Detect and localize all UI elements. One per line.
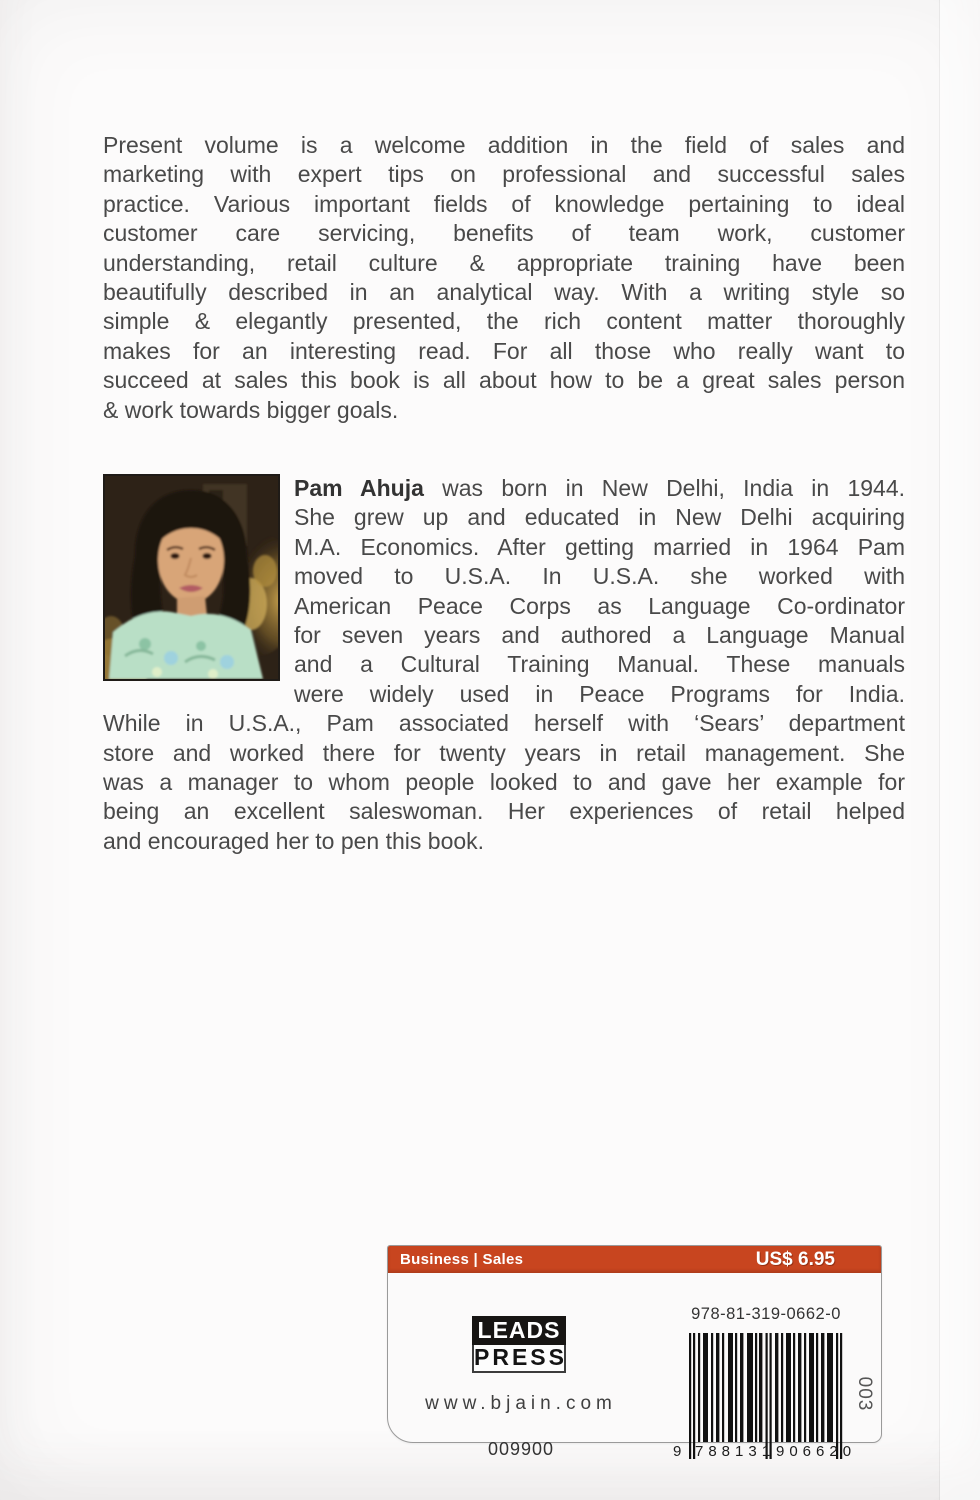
text-line: succeed at sales this book is all about how to be a great sales person	[103, 367, 905, 394]
text-line: She grew up and educated in New Delhi acquiring	[294, 504, 905, 531]
text-line: simple & elegantly presented, the rich content matter thoroughly	[103, 308, 905, 335]
label-body	[388, 1273, 881, 1460]
text-line: was a manager to whom people looked to and gave her example for	[103, 769, 905, 796]
text-line: marketing with expert tips on professional and successful sales	[103, 161, 905, 188]
author-portrait-illustration	[105, 476, 278, 679]
publisher-logo	[472, 1316, 566, 1373]
publisher-logo-press: PRESS	[472, 1345, 566, 1373]
text-line: moved to U.S.A. In U.S.A. she worked with	[294, 563, 905, 590]
barcode-digits-right: 906620	[776, 1443, 857, 1460]
text-line: While in U.S.A., Pam associated herself with ‘Sears’ department	[103, 710, 905, 737]
barcode-digits-left: 788131	[695, 1443, 776, 1460]
author-photo	[103, 474, 280, 681]
text-line: M.A. Economics. After getting married in 1964 Pam	[294, 533, 905, 560]
synopsis-paragraph	[103, 131, 905, 425]
category-price-bar	[388, 1246, 881, 1273]
text-line: American Peace Corps as Language Co-ordinator	[294, 592, 905, 619]
text-line: beautifully described in an analytical way. With a writing style so	[103, 279, 905, 306]
text-line: and a Cultural Training Manual. These manuals	[294, 651, 905, 678]
barcode-digits	[673, 1443, 857, 1463]
text-line: & work towards bigger goals.	[103, 396, 399, 423]
text-line: understanding, retail culture & appropriate training have been	[103, 249, 905, 276]
text-line: were widely used in Peace Programs for India.	[294, 680, 905, 707]
text-line: and encouraged her to pen this book.	[103, 827, 485, 854]
category-label: Business | Sales	[400, 1251, 524, 1268]
isbn-text: 978-81-319-0662-0	[691, 1305, 841, 1323]
text-line: for seven years and authored a Language Manual	[294, 622, 905, 649]
text-line: Present volume is a welcome addition in the field of sales and	[103, 132, 905, 158]
text-line: store and worked there for twenty years in retail management. She	[103, 739, 905, 766]
barcode	[673, 1330, 857, 1463]
text-line: practice. Various important fields of knowledge pertaining to ideal	[103, 190, 905, 217]
barcode-digit-first: 9	[673, 1443, 682, 1460]
product-code: 009900	[487, 1439, 555, 1459]
text-line: Pam Ahuja was born in New Delhi, India in 1944.	[294, 475, 905, 501]
text-line: being an excellent saleswoman. Her experiences of retail helped	[103, 798, 905, 825]
author-section	[103, 474, 905, 856]
book-edge-strip	[940, 0, 980, 1500]
text-line: customer care servicing, benefits of team work, customer	[103, 220, 905, 247]
text-line: makes for an interesting read. For all those who really want to	[103, 337, 905, 364]
side-number: 003	[854, 1376, 875, 1412]
publisher-logo-leads: LEADS	[472, 1316, 566, 1345]
price-label: US$ 6.95	[755, 1248, 835, 1270]
website-text: www.bjain.com	[425, 1393, 617, 1414]
book-label	[387, 1245, 882, 1460]
